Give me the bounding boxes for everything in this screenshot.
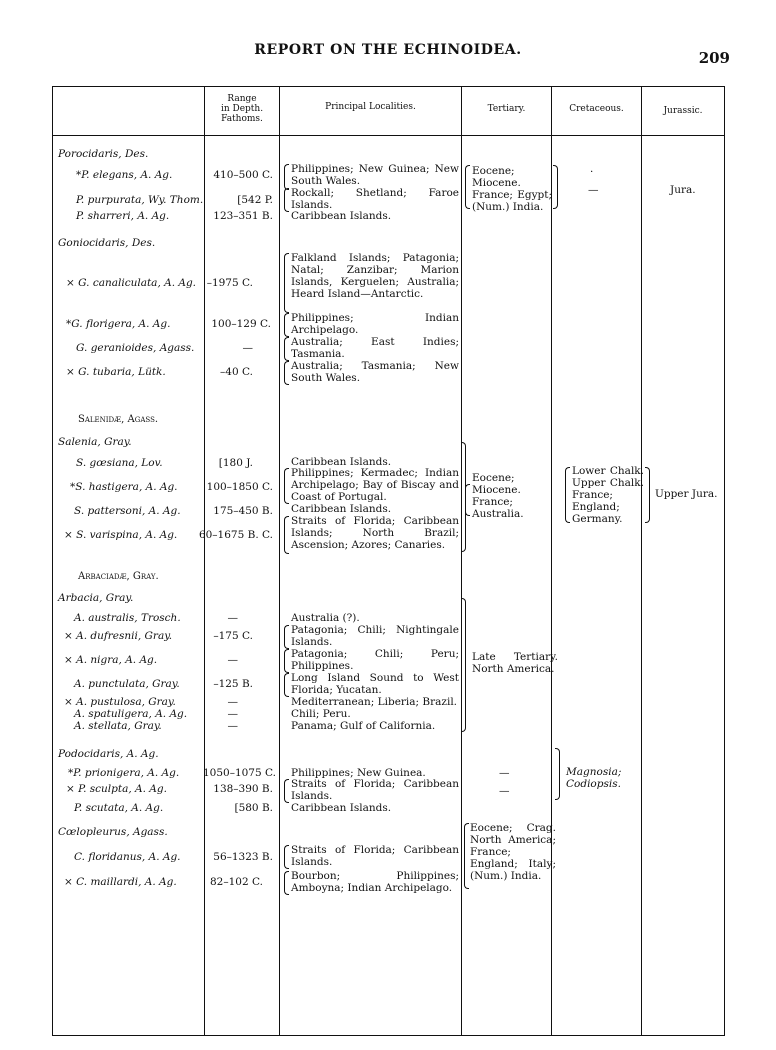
depth-range: 82–102 C.	[210, 876, 263, 888]
species-name: P. purpurata, Wy. Thom.	[76, 194, 204, 206]
table-right-border	[724, 86, 725, 1036]
localities: Straits of Florida; Caribbean Islands; North Brazil; Ascension; Azores; Canaries.	[291, 515, 459, 551]
depth-range: [542 P.	[237, 194, 273, 206]
column-header-tertiary: Tertiary.	[487, 104, 526, 114]
brace	[555, 748, 560, 800]
brace	[284, 516, 289, 554]
brace	[284, 779, 289, 803]
page-number: 209	[698, 49, 730, 67]
depth-range: –125 B.	[213, 678, 253, 690]
species-name: × P. sculpta, A. Ag.	[66, 783, 167, 795]
genus-heading: Podocidaris, A. Ag.	[58, 748, 159, 760]
localities: Panama; Gulf of California.	[291, 720, 436, 732]
brace	[645, 467, 650, 523]
species-name: × G. tubaria, Lütk.	[66, 366, 166, 378]
brace	[565, 467, 570, 523]
localities: Bourbon; Philippines; Amboyna; Indian Archipelago.	[291, 870, 459, 894]
table-top-rule	[52, 86, 725, 87]
genus-heading: Cœlopleurus, Agass.	[58, 826, 168, 838]
column-header-cretaceous: Cretaceous.	[569, 104, 624, 114]
localities: Rockall; Shetland; Faroe Islands.	[291, 187, 459, 211]
tertiary-range: —	[499, 767, 510, 779]
brace	[284, 253, 289, 313]
species-name: P. scutata, A. Ag.	[74, 802, 164, 814]
depth-range: 1050–1075 C.	[202, 767, 276, 779]
col-divider-tertiary	[461, 86, 462, 1036]
species-name: × A. dufresnii, Gray.	[64, 630, 173, 642]
genus-heading: Porocidaris, Des.	[58, 148, 149, 160]
localities: Caribbean Islands.	[291, 503, 392, 515]
brace	[284, 625, 289, 649]
col-divider-range	[204, 86, 205, 1036]
species-name: A. punctulata, Gray.	[74, 678, 180, 690]
depth-range: —	[227, 612, 238, 624]
depth-range: 123–351 B.	[213, 210, 273, 222]
species-name: A. stellata, Gray.	[74, 720, 162, 732]
brace	[284, 845, 289, 869]
localities: Philippines; Kermadec; Indian Archipelago; Bay of Biscay and Coast of Portugal.	[291, 467, 459, 503]
cretaceous-mark: ·	[590, 166, 594, 178]
col-divider-jurassic	[641, 86, 642, 1036]
running-header: REPORT ON THE ECHINOIDEA.	[254, 42, 522, 58]
depth-range: 138–390 B.	[213, 783, 273, 795]
tertiary-range: Eocene; Miocene. France; Egypt; (Num.) India.	[472, 165, 552, 213]
brace	[284, 871, 289, 895]
localities: Australia; Tasmania; New South Wales.	[291, 360, 459, 384]
brace	[465, 165, 470, 209]
depth-range: [580 B.	[234, 802, 273, 814]
species-name: × G. canaliculata, A. Ag.	[66, 277, 197, 289]
localities: Falkland Islands; Patagonia; Natal; Zanzibar; Marion Islands, Kerguelen; Australia; Heard Island—Antarctic.	[291, 252, 459, 300]
localities: Philippines; New Guinea; New South Wales.	[291, 163, 459, 187]
table-header-rule	[52, 135, 725, 136]
species-name: *S. hastigera, A. Ag.	[70, 481, 178, 493]
depth-range: 100–129 C.	[211, 318, 271, 330]
brace	[284, 649, 289, 673]
cretaceous-range: Lower Chalk. Upper Chalk. France; England; Germany.	[572, 465, 644, 525]
localities: Straits of Florida; Caribbean Islands.	[291, 778, 459, 802]
depth-range: [180 J.	[218, 457, 253, 469]
brace	[553, 165, 558, 209]
localities: Caribbean Islands.	[291, 802, 392, 814]
species-name: *P. prionigera, A. Ag.	[68, 767, 180, 779]
depth-range: 175–450 B.	[213, 505, 273, 517]
genus-heading: Salenia, Gray.	[58, 436, 132, 448]
genus-heading: Arbacia, Gray.	[58, 592, 134, 604]
depth-range: —	[242, 342, 253, 354]
species-name: × C. maillardi, A. Ag.	[64, 876, 177, 888]
localities: Long Island Sound to West Florida; Yucatan.	[291, 672, 459, 696]
species-name: *G. florigera, A. Ag.	[66, 318, 171, 330]
column-header-range: Range in Depth. Fathoms.	[220, 94, 264, 124]
localities: Mediterranean; Liberia; Brazil.	[291, 696, 458, 708]
table-bottom-rule	[52, 1035, 725, 1036]
localities: Chili; Peru.	[291, 708, 351, 720]
depth-range: –1975 C.	[206, 277, 253, 289]
tertiary-range: Eocene; Crag. North America; France; England; Italy; (Num.) India.	[470, 822, 556, 882]
localities: Patagonia; Chili; Peru; Philippines.	[291, 648, 459, 672]
col-divider-localities	[279, 86, 280, 1036]
species-name: *P. elegans, A. Ag.	[76, 169, 173, 181]
depth-range: —	[227, 654, 238, 666]
brace	[465, 484, 470, 516]
family-heading: Salenidæ, Agass.	[78, 414, 159, 425]
depth-range: —	[227, 708, 238, 720]
cretaceous-range: Magnosia; Codiopsis.	[566, 766, 622, 790]
localities: Australia (?).	[291, 612, 360, 624]
brace	[464, 823, 469, 889]
brace	[284, 313, 289, 337]
brace	[284, 164, 289, 190]
species-name: P. sharreri, A. Ag.	[76, 210, 170, 222]
column-header-localities: Principal Localities.	[325, 102, 416, 112]
species-name: S. gœsiana, Lov.	[76, 457, 163, 469]
depth-range: 60–1675 B. C.	[198, 529, 273, 541]
depth-range: –175 C.	[213, 630, 253, 642]
brace	[284, 468, 289, 504]
brace	[284, 361, 289, 385]
species-name: × A. nigra, A. Ag.	[64, 654, 158, 666]
species-name: A. australis, Trosch.	[74, 612, 181, 624]
species-name: A. spatuligera, A. Ag.	[74, 708, 188, 720]
localities: Philippines; Indian Archipelago.	[291, 312, 459, 336]
species-name: C. floridanus, A. Ag.	[74, 851, 181, 863]
genus-heading: Goniocidaris, Des.	[58, 237, 156, 249]
localities: Caribbean Islands.	[291, 210, 392, 222]
depth-range: —	[227, 696, 238, 708]
table-left-border	[52, 86, 53, 1036]
brace	[284, 337, 289, 361]
tertiary-range: —	[499, 785, 510, 797]
localities: Straits of Florida; Caribbean Islands.	[291, 844, 459, 868]
depth-range: –40 C.	[220, 366, 253, 378]
brace	[284, 188, 289, 212]
brace	[461, 598, 466, 732]
localities: Caribbean Islands.	[291, 456, 392, 468]
cretaceous-mark: —	[588, 184, 599, 196]
localities: Patagonia; Chili; Nightingale Islands.	[291, 624, 459, 648]
depth-range: —	[227, 720, 238, 732]
localities: Australia; East Indies; Tasmania.	[291, 336, 459, 360]
column-header-jurassic: Jurassic.	[663, 106, 703, 116]
jurassic-range: Upper Jura.	[655, 488, 718, 500]
localities: Philippines; New Guinea.	[291, 767, 426, 779]
tertiary-range: Late Tertiary. North America.	[472, 651, 558, 675]
depth-range: 100–1850 C.	[206, 481, 273, 493]
brace	[284, 673, 289, 697]
depth-range: 410–500 C.	[213, 169, 273, 181]
species-name: × S. varispina, A. Ag.	[64, 529, 178, 541]
species-name: G. geranioides, Agass.	[76, 342, 195, 354]
jurassic-range: Jura.	[670, 184, 696, 196]
species-name: × A. pustulosa, Gray.	[64, 696, 176, 708]
depth-range: 56–1323 B.	[213, 851, 273, 863]
family-heading: Arbaciadæ, Gray.	[78, 571, 159, 582]
col-divider-cretaceous	[551, 86, 552, 1036]
species-name: S. pattersoni, A. Ag.	[74, 505, 181, 517]
tertiary-range: Eocene; Miocene. France; Australia.	[472, 472, 524, 520]
echinoidea-table	[52, 86, 725, 1036]
